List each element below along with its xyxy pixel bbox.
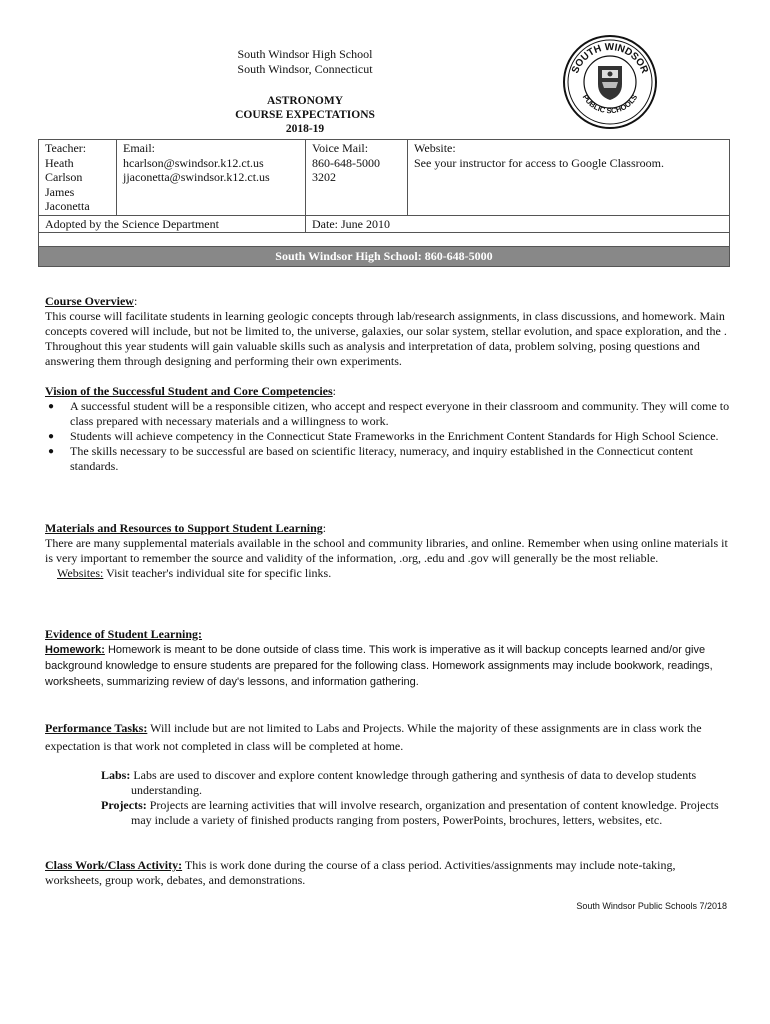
school-location: South Windsor, Connecticut xyxy=(237,62,373,76)
school-year: 2018-19 xyxy=(285,123,325,135)
website-cell xyxy=(408,140,730,216)
classwork-heading: Class Work/Class Activity: xyxy=(45,858,183,872)
website-label: Website: xyxy=(414,141,456,155)
document-title: COURSE EXPECTATIONS xyxy=(235,109,375,121)
homework-text: Homework is meant to be done outside of class time. This work is imperative as it will backup concepts learned and/or give background knowledge to ensure students are prepared for the following class. Homework assignments may include bookwork, readings, worksheets, summarizing review of day's lessons, and information gathering. xyxy=(45,644,713,688)
teacher-name-part: Carlson xyxy=(45,170,83,184)
email-address[interactable]: hcarlson@swindsor.k12.ct.us xyxy=(123,155,264,170)
projects-label: Projects: xyxy=(101,798,147,812)
overview-heading: Course Overview xyxy=(45,294,134,308)
voicemail-number: 860-648-5000 xyxy=(312,155,380,170)
email-cell xyxy=(117,140,306,216)
course-info-table xyxy=(38,139,730,267)
performance-text: Will include but are not limited to Labs and Projects. While the majority of these assignments are in class work the expectation is that work not completed in class will be completed at home. xyxy=(45,721,702,753)
materials-heading: Materials and Resources to Support Student Learning xyxy=(45,521,323,535)
logo-top-text: SOUTH WINDSOR xyxy=(570,41,650,76)
spacer-row xyxy=(39,233,730,247)
email-label: Email: xyxy=(123,141,155,155)
websites-label: Websites: xyxy=(57,566,104,580)
adopted-by: Adopted by the Science Department xyxy=(39,215,306,233)
vision-bullet: ● Students will achieve competency in the Connecticut State Frameworks in the Enrichment Content Standards for High School Science. xyxy=(35,429,730,444)
vision-bullet: ● The skills necessary to be successful are based on scientific literacy, numeracy, and inquiry established in the Connecticut content standards. xyxy=(35,444,730,474)
voicemail-extension: 3202 xyxy=(312,170,336,184)
websites-text: Visit teacher's individual site for specific links. xyxy=(103,566,332,580)
page-footer: South Windsor Public Schools 7/2018 xyxy=(576,901,727,911)
adoption-date: Date: June 2010 xyxy=(306,215,730,233)
voicemail-cell xyxy=(306,140,408,216)
vision-heading: Vision of the Successful Student and Core Competencies xyxy=(45,384,333,398)
labs-text: Labs are used to discover and explore content knowledge through gathering and synthesis of data to develop students understanding. xyxy=(130,768,697,797)
classwork-text: This is work done during the course of a class period. Activities/assignments may include note-taking, worksheets, group work, debates, and demonstrations. xyxy=(45,858,676,887)
logo-bottom-text: PUBLIC SCHOOLS xyxy=(580,92,640,116)
performance-heading: Performance Tasks: xyxy=(45,721,148,735)
labs-label: Labs: xyxy=(101,768,131,782)
homework-label: Homework: xyxy=(45,644,105,656)
teacher-name-part: James xyxy=(45,184,75,199)
school-seal-logo xyxy=(562,34,658,130)
email-address[interactable]: jjaconetta@swindsor.k12.ct.us xyxy=(123,170,270,184)
teacher-label: Teacher: xyxy=(45,141,87,155)
course-title: ASTRONOMY xyxy=(266,95,344,107)
teacher-name-part: Jaconetta xyxy=(45,199,90,213)
overview-text: This course will facilitate students in learning geologic concepts through lab/research assignments, in class discussions, and homework. Main concepts covered will include, but not be limited to, the universe, galaxies, our solar system, stellar evolution, and space exploration, and the . Throughout this year students will gain valuable skills such as analysis and interpretation of data, problem solving, posing questions and answering them through designing and performing their own experiments. xyxy=(45,309,727,368)
performance-section xyxy=(45,719,730,755)
evidence-section xyxy=(45,627,730,690)
teacher-name-part: Heath xyxy=(45,155,74,170)
materials-section: Materials and Resources to Support Student Learning: There are many supplemental materials available in the school and community libraries, and online. Remember when using online materials it is very important to remember the source and validity of the information, .org, .edu and .gov will generally be the most reliable. Websites: Visit teacher's individual site for specific links. xyxy=(45,521,730,581)
materials-text: There are many supplemental materials available in the school and community libraries, and online. Remember when using online materials it is very important to remember the source and validity of the information, .org, .edu and .gov will generally be the most reliable. xyxy=(45,536,728,565)
classwork-section xyxy=(45,858,730,888)
teacher-cell xyxy=(39,140,117,216)
course-overview-section: Course Overview: This course will facilitate students in learning geologic concepts through lab/research assignments, in class discussions, and homework. Main concepts covered will include, but not be limited to, the universe, galaxies, our solar system, stellar evolution, and space exploration, and the . Throughout this year students will gain valuable skills such as analysis and interpretation of data, problem solving, posing questions and answering them through designing and performing their own experiments. xyxy=(45,294,730,369)
school-phone-banner: South Windsor High School: 860-648-5000 xyxy=(39,247,730,267)
projects-text: Projects are learning activities that will involve research, organization and presentation of content knowledge. Projects may include a variety of finished products ranging from posters, PowerPoints, brochures, letters, websites, etc. xyxy=(131,798,719,827)
school-name: South Windsor High School xyxy=(237,47,373,61)
vision-bullet: ● A successful student will be a responsible citizen, who accept and respect everyone in their classroom and community. They will come to class prepared with necessary materials and a willingness to work. xyxy=(35,399,730,429)
evidence-heading: Evidence of Student Learning: xyxy=(45,627,203,641)
voicemail-label: Voice Mail: xyxy=(312,141,369,155)
vision-section: Vision of the Successful Student and Core Competencies: ● A successful student will be a responsible citizen, who accept and respect everyone in their classroom and community. They will come to class prepared with necessary materials and a willingness to work. ● Students will achieve competency in the Connecticut State Frameworks in the Enrichment Content Standards for High School Science. ● The skills necessary to be successful are based on scientific literacy, numeracy, and inquiry established in the Connecticut content standards. xyxy=(45,384,730,474)
task-types xyxy=(101,768,729,828)
website-text: See your instructor for access to Google Classroom. xyxy=(414,155,664,170)
